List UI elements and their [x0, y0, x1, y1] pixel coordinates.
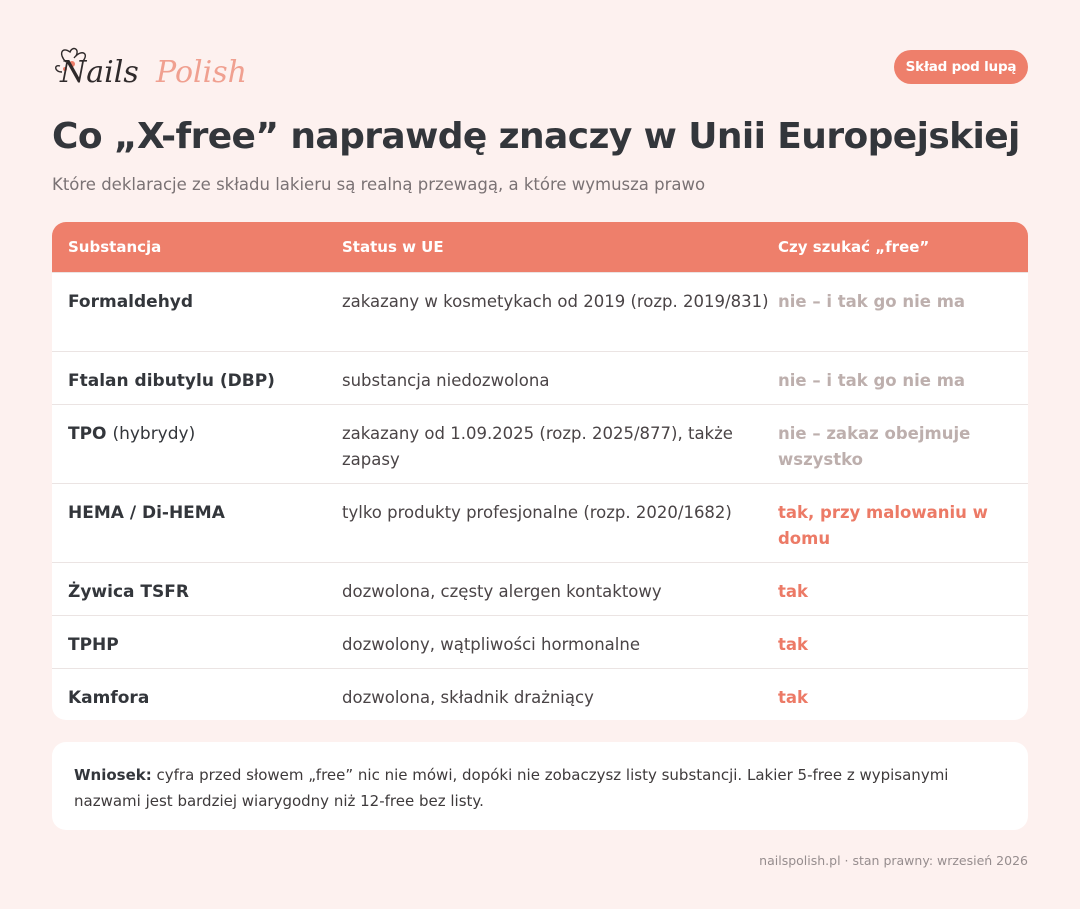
cell-status: substancja niedozwolona: [342, 371, 550, 390]
cell-substance: TPO (hybrydy): [68, 424, 196, 444]
cell-substance: Żywica TSFR: [68, 582, 189, 602]
brand-logo[interactable]: [52, 44, 272, 94]
table-row: [52, 668, 1028, 720]
logo-text-nails: Nails: [60, 55, 139, 90]
cell-substance: TPHP: [68, 635, 119, 655]
page-subtitle: Które deklaracje ze składu lakieru są realną przewagą, a które wymusza prawo: [52, 175, 706, 194]
cell-verdict: nie – zakaz obejmuje wszystko: [778, 424, 971, 469]
conclusion-label: Wniosek:: [74, 766, 152, 784]
column-header-substance: Substancja: [68, 238, 162, 256]
footer-note: nailspolish.pl · stan prawny: wrzesień 2026: [759, 853, 1028, 868]
table-row: [52, 562, 1028, 615]
logo-text-polish: Polish: [156, 55, 247, 90]
nail-polish-logo-icon: [52, 44, 272, 94]
cell-substance: Formaldehyd: [68, 292, 194, 312]
cell-status: tylko produkty profesjonalne (rozp. 2020/1682): [342, 503, 732, 522]
conclusion-box: [52, 742, 1028, 830]
table-header: [52, 222, 1028, 272]
cell-verdict: tak, przy malowaniu w domu: [778, 503, 988, 548]
cell-verdict: tak: [778, 688, 808, 707]
table-row: [52, 404, 1028, 483]
cell-substance: Kamfora: [68, 688, 150, 708]
table-row: [52, 351, 1028, 404]
cell-status: zakazany w kosmetykach od 2019 (rozp. 2019/831): [342, 292, 769, 311]
cell-status: dozwolony, wątpliwości hormonalne: [342, 635, 640, 654]
cell-verdict: nie – i tak go nie ma: [778, 292, 966, 311]
table-row: [52, 272, 1028, 351]
cell-status: zakazany od 1.09.2025 (rozp. 2025/877), także zapasy: [342, 424, 733, 469]
cell-status: dozwolona, składnik drażniący: [342, 688, 594, 707]
substance-note: (hybrydy): [112, 424, 196, 444]
cell-substance: HEMA / Di-HEMA: [68, 503, 225, 523]
page-title: Co „X-free” naprawdę znaczy w Unii Europejskiej: [52, 116, 1020, 157]
table-row: [52, 483, 1028, 562]
cell-verdict: tak: [778, 582, 808, 601]
column-header-status: Status w UE: [342, 238, 444, 256]
column-header-verdict: Czy szukać „free”: [778, 238, 930, 256]
cell-verdict: nie – i tak go nie ma: [778, 371, 966, 390]
cell-status: dozwolona, częsty alergen kontaktowy: [342, 582, 662, 601]
table-row: [52, 615, 1028, 668]
substances-table: [52, 222, 1028, 720]
cell-substance: Ftalan dibutylu (DBP): [68, 371, 275, 391]
conclusion-text: cyfra przed słowem „free” nic nie mówi, dopóki nie zobaczysz listy substancji. Lakier 5-free z wypisanymi nazwami jest bardziej wiarygodny niż 12-free bez listy.: [74, 766, 949, 810]
badge-sklad-pod-lupa[interactable]: Skład pod lupą: [894, 50, 1028, 84]
cell-verdict: tak: [778, 635, 808, 654]
